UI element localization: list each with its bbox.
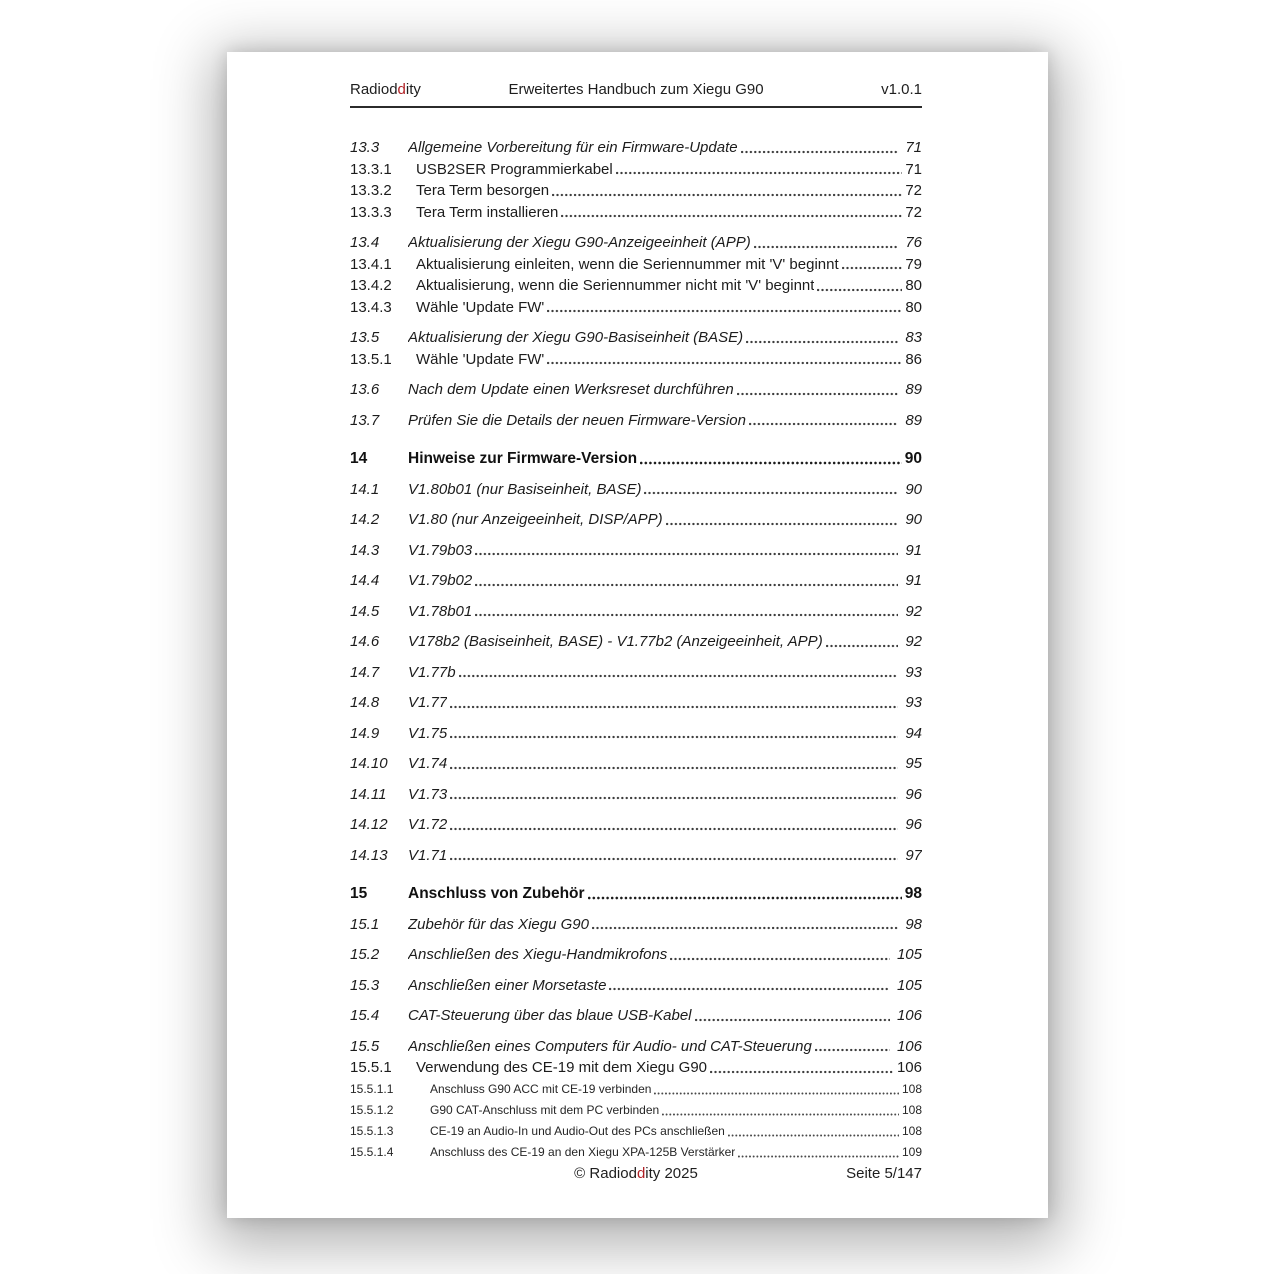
dot-leader: [662, 1112, 899, 1117]
dot-leader: [644, 490, 898, 496]
toc-entry-title: Anschließen einer Morsetaste: [408, 976, 607, 994]
toc-entry-page: 94: [905, 724, 922, 742]
toc-entry-14.13: [350, 845, 922, 867]
toc-entry-page: 106: [896, 1007, 922, 1024]
toc-entry-15.5.1.4: [350, 1142, 922, 1163]
toc-entry-title: Hinweise zur Firmware-Version: [408, 450, 638, 467]
table-of-contents: [350, 108, 922, 1164]
toc-entry-14.12: [350, 814, 922, 836]
dot-leader: [450, 734, 898, 740]
toc-entry-title: Prüfen Sie die Details der neuen Firmware-Version: [408, 411, 746, 429]
dot-leader: [450, 826, 898, 832]
toc-entry-title: Aktualisierung der Xiegu G90-Basiseinheit (BASE): [408, 329, 744, 346]
toc-entry-15.1: [350, 914, 922, 936]
toc-entry-page: 95: [905, 755, 922, 772]
toc-entry-number: 14: [350, 450, 368, 467]
dot-leader: [450, 704, 898, 710]
toc-entry-number: 14.5: [350, 602, 380, 620]
dot-leader: [654, 1091, 899, 1096]
dot-leader: [670, 956, 890, 962]
toc-entry-page: 90: [905, 480, 922, 498]
toc-entry-page: 92: [905, 602, 922, 620]
toc-entry-title: Anschluss des CE-19 an den Xiegu XPA-125B Verstärker: [430, 1144, 736, 1159]
brand-text-pre: Radiod: [350, 81, 398, 98]
toc-entry-title: Verwendung des CE-19 mit dem Xiegu G90: [416, 1059, 707, 1076]
toc-entry-title: Nach dem Update einen Werksreset durchführen: [408, 381, 734, 398]
toc-entry-number: 15.5.1.2: [350, 1102, 394, 1117]
toc-entry-page: 109: [901, 1144, 922, 1159]
toc-entry-page: 86: [905, 350, 922, 368]
toc-entry-15.2: [350, 944, 922, 966]
toc-entry-page: 92: [905, 633, 922, 650]
toc-entry-number: 13.3.2: [350, 182, 392, 199]
toc-entry-page: 108: [901, 1123, 922, 1138]
toc-entry-page: 106: [896, 1059, 922, 1076]
toc-entry-title: V1.71: [408, 846, 448, 864]
toc-entry-page: 83: [905, 329, 922, 346]
version-label: v1.0.1: [881, 81, 923, 98]
toc-entry-number: 14.10: [350, 755, 388, 772]
toc-entry-page: 79: [905, 255, 922, 273]
toc-entry-title: V1.80b01 (nur Basiseinheit, BASE): [408, 480, 642, 498]
toc-entry-13.4.1: [350, 254, 922, 276]
toc-entry-title: CAT-Steuerung über das blaue USB-Kabel: [408, 1007, 692, 1024]
toc-entry-number: 13.5.1: [350, 350, 392, 368]
toc-entry-page: 89: [905, 381, 922, 398]
toc-entry-number: 13.4.1: [350, 255, 392, 273]
toc-entry-title: Anschluss G90 ACC mit CE-19 verbinden: [430, 1081, 652, 1096]
dot-leader: [666, 521, 899, 527]
toc-entry-page: 91: [905, 541, 922, 559]
dot-leader: [561, 213, 902, 219]
toc-entry-13.4: [350, 232, 922, 254]
toc-entry-page: 72: [905, 182, 922, 199]
toc-entry-page: 93: [905, 694, 922, 711]
toc-entry-number: 14.1: [350, 480, 380, 498]
toc-entry-15.5.1.3: [350, 1121, 922, 1142]
toc-entry-14.1: [350, 479, 922, 501]
toc-entry-page: 98: [905, 915, 922, 933]
toc-entry-13.6: [350, 379, 922, 401]
brand-logo: [350, 80, 508, 99]
dot-leader: [547, 308, 902, 314]
dot-leader: [842, 265, 903, 271]
toc-entry-number: 14.8: [350, 694, 380, 711]
toc-entry-number: 14.3: [350, 541, 380, 559]
toc-entry-15: [350, 883, 922, 905]
toc-entry-title: CE-19 an Audio-In und Audio-Out des PCs anschließen: [430, 1123, 725, 1138]
toc-entry-title: Tera Term installieren: [416, 203, 559, 221]
toc-entry-page: 96: [905, 816, 922, 833]
toc-entry-15.4: [350, 1005, 922, 1027]
toc-entry-14.7: [350, 662, 922, 684]
dot-leader: [475, 612, 898, 618]
toc-entry-14.6: [350, 631, 922, 653]
dot-leader: [817, 287, 902, 293]
toc-entry-number: 14.9: [350, 724, 380, 742]
toc-entry-number: 13.3.1: [350, 160, 392, 178]
toc-entry-number: 14.6: [350, 633, 380, 650]
toc-entry-number: 13.4.3: [350, 298, 392, 316]
document-title: Erweitertes Handbuch zum Xiegu G90: [508, 81, 764, 98]
toc-entry-page: 76: [905, 234, 922, 251]
dot-leader: [475, 582, 898, 588]
dot-leader: [609, 986, 890, 992]
toc-entry-15.5.1: [350, 1057, 922, 1079]
toc-entry-title: V1.77b: [408, 663, 456, 681]
toc-entry-14.3: [350, 540, 922, 562]
toc-entry-page: 96: [905, 785, 922, 803]
dot-leader: [738, 1154, 899, 1159]
toc-entry-number: 13.5: [350, 329, 380, 346]
toc-entry-number: 13.3.3: [350, 203, 392, 221]
toc-entry-page: 80: [905, 277, 922, 294]
toc-entry-number: 14.11: [350, 785, 387, 803]
toc-entry-page: 90: [904, 450, 922, 467]
toc-entry-title: G90 CAT-Anschluss mit dem PC verbinden: [430, 1102, 660, 1117]
toc-entry-page: 72: [905, 203, 922, 221]
toc-entry-number: 15.5: [350, 1037, 380, 1055]
toc-entry-number: 14.12: [350, 816, 388, 833]
toc-entry-title: V1.73: [408, 785, 448, 803]
dot-leader: [592, 925, 898, 931]
toc-entry-page: 89: [905, 411, 922, 429]
brand-text-post: ity: [405, 81, 421, 98]
copyright-post: ity 2025: [645, 1165, 698, 1182]
toc-entry-number: 15.5.1.3: [350, 1123, 394, 1138]
toc-entry-15.5.1.2: [350, 1100, 922, 1121]
dot-leader: [616, 170, 903, 176]
toc-entry-number: 13.4: [350, 234, 380, 251]
toc-entry-title: Tera Term besorgen: [416, 182, 550, 199]
toc-entry-title: V1.72: [408, 816, 448, 833]
toc-entry-13.5.1: [350, 349, 922, 371]
toc-entry-14.11: [350, 784, 922, 806]
dot-leader: [815, 1047, 890, 1053]
toc-entry-title: Zubehör für das Xiegu G90: [408, 915, 589, 933]
dot-leader: [746, 339, 898, 345]
toc-entry-number: 14.13: [350, 846, 388, 864]
toc-entry-13.5: [350, 327, 922, 349]
dot-leader: [640, 460, 902, 466]
dot-leader: [450, 795, 898, 801]
dot-leader: [754, 244, 899, 250]
page-indicator: Seite 5/147: [846, 1165, 922, 1182]
toc-entry-page: 105: [896, 976, 922, 994]
toc-entry-title: Wähle 'Update FW': [416, 350, 545, 368]
toc-entry-14.4: [350, 570, 922, 592]
dot-leader: [450, 856, 898, 862]
brand-accent-letter: d: [397, 81, 406, 98]
dot-leader: [450, 765, 898, 771]
toc-entry-page: 105: [896, 946, 922, 963]
toc-entry-14: [350, 448, 922, 470]
toc-entry-number: 13.7: [350, 411, 380, 429]
dot-leader: [695, 1017, 890, 1023]
toc-entry-number: 15: [350, 885, 368, 902]
toc-entry-page: 71: [905, 160, 922, 178]
toc-entry-14.9: [350, 723, 922, 745]
dot-leader: [475, 551, 898, 557]
toc-entry-page: 71: [905, 139, 922, 156]
toc-entry-title: V1.77: [408, 694, 448, 711]
toc-entry-13.4.2: [350, 275, 922, 297]
toc-entry-page: 91: [905, 572, 922, 589]
toc-entry-page: 90: [905, 511, 922, 528]
toc-entry-title: V1.74: [408, 755, 448, 772]
toc-entry-13.3: [350, 137, 922, 159]
toc-entry-title: V178b2 (Basiseinheit, BASE) - V1.77b2 (Anzeigeeinheit, APP): [408, 633, 823, 650]
toc-entry-14.8: [350, 692, 922, 714]
copyright-pre: © Radiod: [574, 1165, 637, 1182]
page-footer: [350, 1164, 922, 1218]
toc-entry-page: 80: [905, 298, 922, 316]
toc-entry-number: 15.1: [350, 915, 380, 933]
copyright-accent-letter: d: [636, 1165, 646, 1182]
toc-entry-13.3.3: [350, 202, 922, 224]
page-header: [350, 80, 922, 108]
dot-leader: [588, 895, 902, 901]
toc-entry-14.10: [350, 753, 922, 775]
toc-entry-title: Aktualisierung einleiten, wenn die Seriennummer mit 'V' beginnt: [416, 255, 839, 273]
toc-entry-title: Aktualisierung, wenn die Seriennummer nicht mit 'V' beginnt: [416, 277, 815, 294]
copyright-text: [574, 1164, 698, 1184]
toc-entry-number: 15.3: [350, 976, 380, 994]
toc-entry-number: 13.3: [350, 139, 380, 156]
dot-leader: [459, 673, 899, 679]
toc-entry-14.5: [350, 601, 922, 623]
dot-leader: [552, 192, 902, 198]
document-page: [227, 52, 1048, 1218]
toc-entry-page: 97: [905, 846, 922, 864]
toc-entry-page: 93: [905, 663, 922, 681]
toc-entry-15.3: [350, 975, 922, 997]
toc-entry-15.5: [350, 1036, 922, 1058]
toc-entry-title: V1.78b01: [408, 602, 473, 620]
toc-entry-page: 106: [896, 1037, 922, 1055]
toc-entry-page: 98: [904, 885, 922, 902]
toc-entry-title: USB2SER Programmierkabel: [416, 160, 613, 178]
toc-entry-number: 15.2: [350, 946, 380, 963]
dot-leader: [737, 391, 899, 397]
dot-leader: [710, 1069, 894, 1075]
dot-leader: [547, 360, 902, 366]
toc-entry-13.3.2: [350, 180, 922, 202]
toc-entry-number: 15.5.1.4: [350, 1144, 394, 1159]
toc-entry-page: 108: [901, 1102, 922, 1117]
toc-entry-number: 15.5.1: [350, 1059, 392, 1076]
dot-leader: [826, 643, 899, 649]
dot-leader: [728, 1133, 899, 1138]
toc-entry-13.7: [350, 410, 922, 432]
toc-entry-title: V1.79b03: [408, 541, 473, 559]
toc-entry-title: V1.75: [408, 724, 448, 742]
toc-entry-title: Anschließen des Xiegu-Handmikrofons: [408, 946, 668, 963]
toc-entry-number: 15.4: [350, 1007, 380, 1024]
toc-entry-title: Anschluss von Zubehör: [408, 885, 585, 902]
dot-leader: [749, 421, 898, 427]
toc-entry-title: Allgemeine Vorbereitung für ein Firmware-Update: [408, 139, 738, 156]
toc-entry-page: 108: [901, 1081, 922, 1096]
toc-entry-title: Aktualisierung der Xiegu G90-Anzeigeeinheit (APP): [408, 234, 751, 251]
toc-entry-title: V1.80 (nur Anzeigeeinheit, DISP/APP): [408, 511, 663, 528]
toc-entry-number: 14.4: [350, 572, 380, 589]
toc-entry-number: 15.5.1.1: [350, 1081, 394, 1096]
toc-entry-13.4.3: [350, 297, 922, 319]
toc-entry-14.2: [350, 509, 922, 531]
toc-entry-13.3.1: [350, 159, 922, 181]
toc-entry-15.5.1.1: [350, 1079, 922, 1100]
toc-entry-number: 14.7: [350, 663, 380, 681]
toc-entry-number: 14.2: [350, 511, 380, 528]
toc-entry-title: V1.79b02: [408, 572, 473, 589]
dot-leader: [741, 149, 899, 155]
toc-entry-number: 13.6: [350, 381, 380, 398]
toc-entry-title: Wähle 'Update FW': [416, 298, 545, 316]
toc-entry-number: 13.4.2: [350, 277, 392, 294]
toc-entry-title: Anschließen eines Computers für Audio- und CAT-Steuerung: [408, 1037, 812, 1055]
